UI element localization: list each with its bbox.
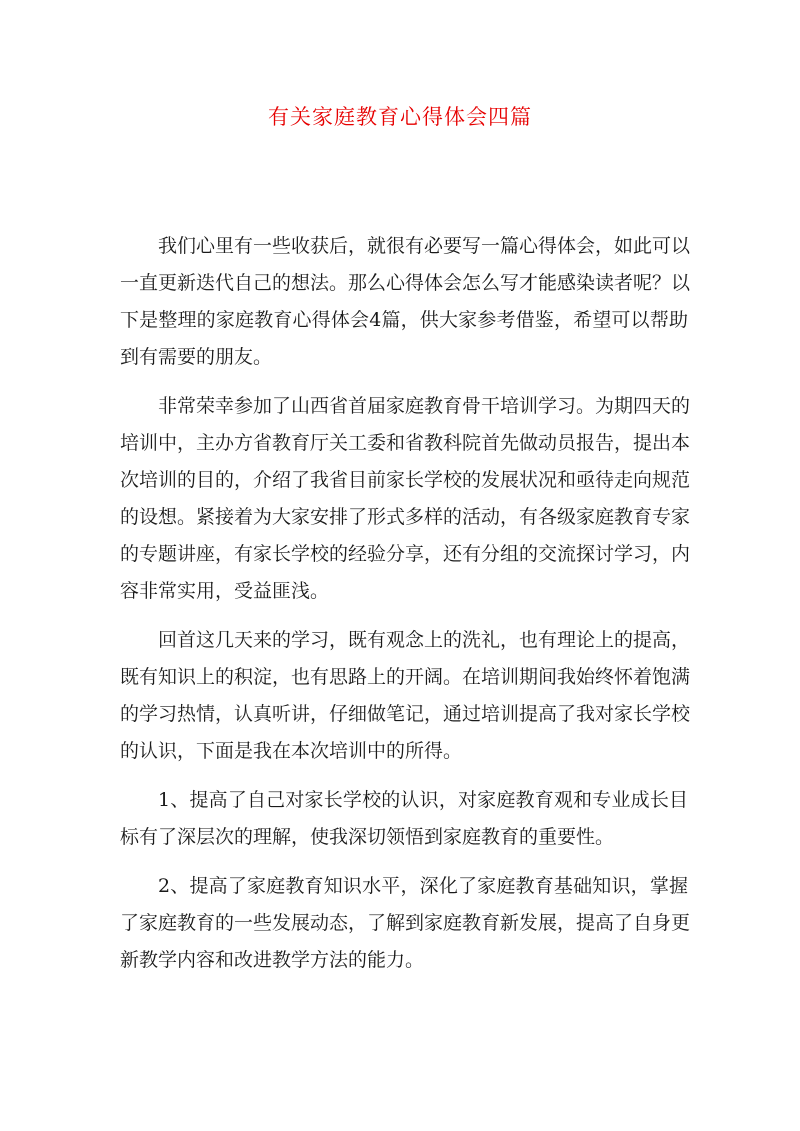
paragraph-line: 培训中，主办方省教育厅关工委和省教科院首先做动员报告，提出本 [120,432,691,454]
paragraph-line: 容非常实用，受益匪浅。 [120,580,330,602]
paragraph-point-1 [120,782,688,856]
paragraph-line: 的设想。紧接着为大家安排了形式多样的活动，有各级家庭教育专家 [120,506,691,528]
document-body [120,228,691,991]
paragraph-line: 下是整理的家庭教育心得体会4篇，供大家参考借鉴，希望可以帮助 [120,309,688,331]
paragraph-point-2 [120,868,691,979]
paragraph-line: 的学习热情，认真听讲，仔细做笔记，通过培训提高了我对家长学校 [120,703,691,725]
paragraph-review [120,622,691,770]
paragraph-line: 非常荣幸参加了山西省首届家庭教育骨干培训学习。为期四天的 [158,395,691,417]
paragraph-line: 新教学内容和改进教学方法的能力。 [120,949,425,971]
paragraph-line: 次培训的目的，介绍了我省目前家长学校的发展状况和亟待走向规范 [120,469,691,491]
paragraph-line: 回首这几天来的学习，既有观念上的洗礼，也有理论上的提高， [158,629,691,651]
paragraph-training [120,388,691,610]
paragraph-line: 我们心里有一些收获后，就很有必要写一篇心得体会，如此可以 [158,235,691,257]
paragraph-line: 到有需要的朋友。 [120,346,273,368]
paragraph-line: 一直更新迭代自己的想法。那么心得体会怎么写才能感染读者呢？以 [120,272,691,294]
paragraph-line: 1、提高了自己对家长学校的认识，对家庭教育观和专业成长目 [158,789,688,811]
paragraph-line: 既有知识上的积淀，也有思路上的开阔。在培训期间我始终怀着饱满 [120,666,691,688]
paragraph-line: 的认识，下面是我在本次培训中的所得。 [120,740,463,762]
paragraph-line: 标有了深层次的理解，使我深切领悟到家庭教育的重要性。 [120,826,615,848]
paragraph-line: 2、提高了家庭教育知识水平，深化了家庭教育基础知识，掌握 [158,875,688,897]
document-title: 有关家庭教育心得体会四篇 [268,105,532,129]
paragraph-intro [120,228,691,376]
paragraph-line: 的专题讲座，有家长学校的经验分享，还有分组的交流探讨学习，内 [120,543,691,565]
paragraph-line: 了家庭教育的一些发展动态，了解到家庭教育新发展，提高了自身更 [120,912,691,934]
